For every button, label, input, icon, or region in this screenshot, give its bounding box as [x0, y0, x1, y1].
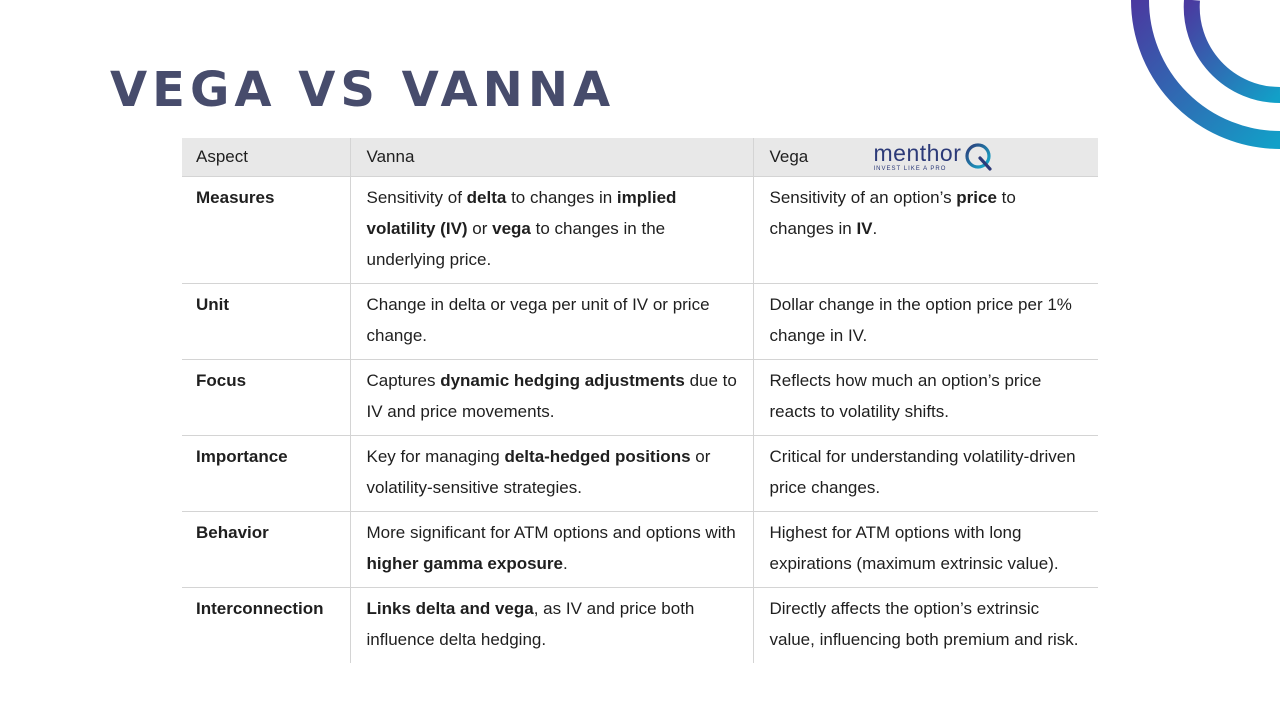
- logo-tagline: INVEST LIKE A PRO: [873, 166, 947, 172]
- bold-term: delta-hedged positions: [504, 447, 691, 466]
- cell-text: Change in delta or vega per unit of IV or price change.: [366, 295, 710, 345]
- vega-cell: [753, 588, 1098, 664]
- header-aspect: Aspect: [182, 138, 350, 177]
- vanna-cell: [350, 360, 753, 436]
- cell-text: Captures: [366, 371, 441, 390]
- table-row: [182, 284, 1098, 360]
- table-row: [182, 512, 1098, 588]
- aspect-cell: Focus: [182, 360, 350, 436]
- slide-title: VEGA VS VANNA: [110, 62, 616, 118]
- aspect-cell: Behavior: [182, 512, 350, 588]
- vega-cell: [753, 436, 1098, 512]
- bold-term: higher gamma exposure: [366, 554, 564, 573]
- cell-text: Reflects how much an option’s price reacts to volatility shifts.: [769, 371, 1042, 421]
- vanna-cell: [350, 588, 753, 664]
- aspect-cell: Measures: [182, 177, 350, 284]
- cell-text: or: [467, 219, 493, 238]
- cell-text: to changes in: [506, 188, 617, 207]
- aspect-cell: Unit: [182, 284, 350, 360]
- cell-text: Critical for understanding volatility-driven price changes.: [769, 447, 1076, 497]
- vega-cell: [753, 177, 1098, 284]
- cell-text: to changes in: [769, 188, 1016, 238]
- bold-term: price: [956, 188, 997, 207]
- cell-text: .: [563, 554, 568, 573]
- cell-text: , as IV and price both influence delta hedging.: [366, 599, 695, 649]
- cell-text: Directly affects the option’s extrinsic value, influencing both premium and risk.: [769, 599, 1079, 649]
- aspect-cell: Interconnection: [196, 599, 324, 618]
- corner-arc-decoration: [1130, 0, 1280, 150]
- bold-term: IV: [856, 219, 873, 238]
- cell-text: or volatility-sensitive strategies.: [366, 447, 711, 497]
- table-row: [182, 588, 1098, 664]
- table-row: [182, 177, 1098, 284]
- vanna-cell: [350, 436, 753, 512]
- vanna-cell: [350, 512, 753, 588]
- bold-term: Links delta and vega: [366, 599, 534, 618]
- cell-text: Key for managing: [366, 447, 505, 466]
- bold-term: dynamic hedging adjustments: [440, 371, 685, 390]
- cell-text: Sensitivity of: [366, 188, 467, 207]
- menthor-logo: [874, 140, 996, 174]
- cell-text: Sensitivity of an option’s: [769, 188, 957, 207]
- logo-q-icon: [963, 141, 995, 173]
- header-vega-label: Vega: [769, 147, 809, 166]
- table-row: [182, 360, 1098, 436]
- vanna-cell: [350, 284, 753, 360]
- vanna-cell: [350, 177, 753, 284]
- aspect-cell: Importance: [182, 436, 350, 512]
- table-header-row: [182, 138, 1098, 177]
- cell-text: Highest for ATM options with long expirations (maximum extrinsic value).: [769, 523, 1059, 573]
- vega-cell: [753, 512, 1098, 588]
- cell-text: Dollar change in the option price per 1% change in IV.: [769, 295, 1072, 345]
- table-row: [182, 436, 1098, 512]
- cell-text: due to IV and price movements.: [366, 371, 737, 421]
- logo-wordmark: menthor: [873, 140, 962, 166]
- header-vega: [753, 138, 1098, 177]
- header-vanna: Vanna: [350, 138, 753, 177]
- bold-term: implied volatility (IV): [366, 188, 677, 238]
- bold-term: vega: [492, 219, 531, 238]
- cell-text: .: [872, 219, 878, 238]
- vega-cell: [753, 284, 1098, 360]
- cell-text: to changes in the underlying price.: [366, 219, 666, 269]
- comparison-table: [182, 138, 1098, 663]
- vega-cell: [753, 360, 1098, 436]
- bold-term: delta: [466, 188, 507, 207]
- cell-text: More significant for ATM options and options with: [366, 523, 736, 542]
